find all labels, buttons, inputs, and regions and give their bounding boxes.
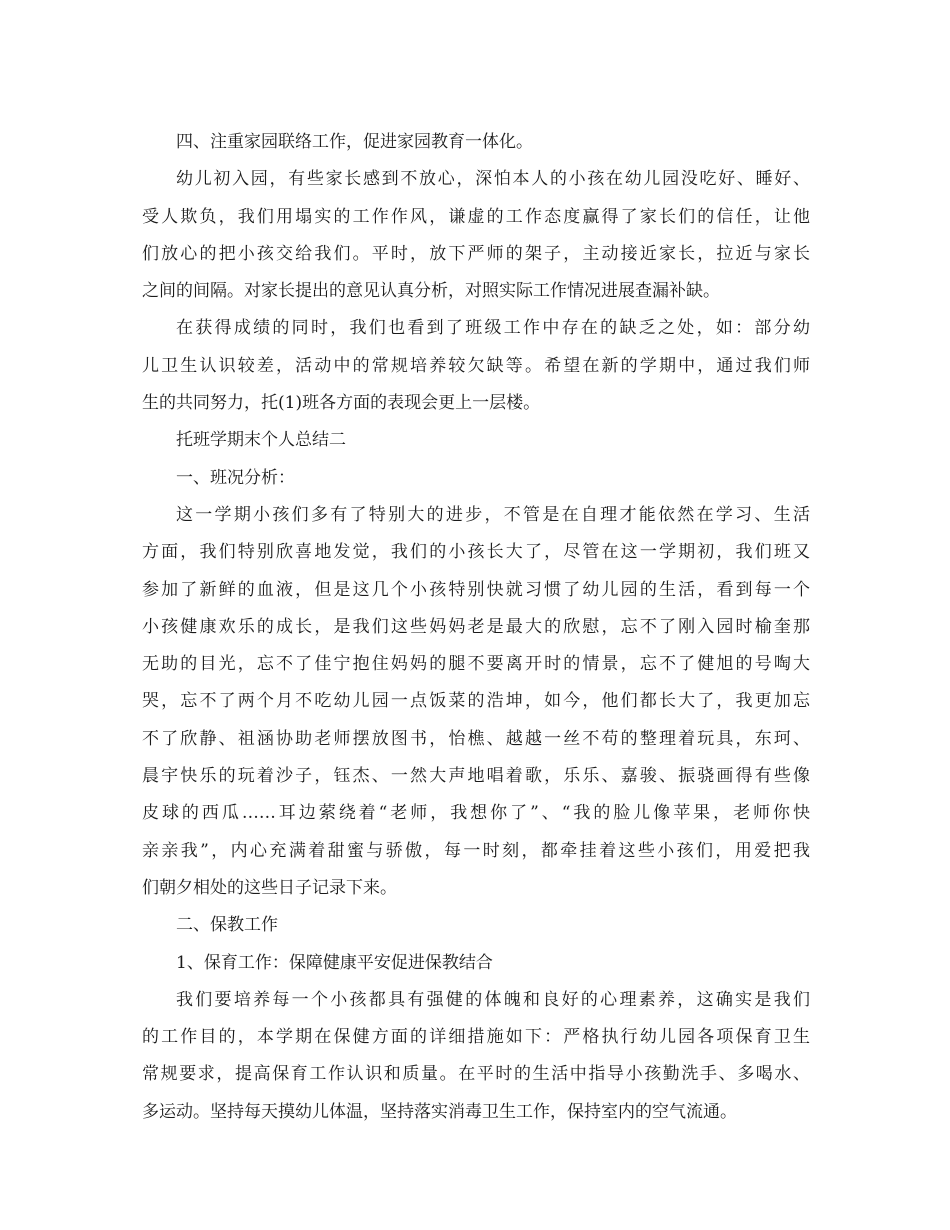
section-heading-summary-two: 托班学期末个人总结二 [176, 430, 346, 451]
line-16: 哭，忘不了两个月不吃幼儿园一点饭菜的浩坤，如今，他们都长大了，我更加忘 [142, 691, 810, 712]
line-3: 受人欺负，我们用塌实的工作作风，谦虚的工作态度赢得了家长们的信任，让他 [142, 206, 810, 227]
line-25: 的工作目的，本学期在保健方面的详细措施如下：严格执行幼儿园各项保育卫生 [142, 1027, 810, 1048]
line-15: 无助的目光，忘不了佳宁抱住妈妈的腿不要离开时的情景，忘不了健旭的号啕大 [142, 654, 810, 675]
line-12: 方面，我们特别欣喜地发觉，我们的小孩长大了，尽管在这一学期初，我们班又 [142, 542, 810, 563]
line-21: 们朝夕相处的这些日子记录下来。 [142, 877, 397, 898]
line-1: 四、注重家园联络工作，促进家园教育一体化。 [176, 132, 533, 152]
subsection-heading-care-work: 1、保育工作：保障健康平安促进保教结合 [176, 952, 493, 973]
section-heading-care-education: 二、保教工作 [176, 915, 278, 936]
line-13: 参加了新鲜的血液，但是这几个小孩特别快就习惯了幼儿园的生活，看到每一个 [142, 579, 810, 600]
line-20: 亲亲我”，内心充满着甜蜜与骄傲，每一时刻，都牵挂着这些小孩们，用爱把我 [142, 840, 810, 861]
line-11: 这一学期小孩们多有了特别大的进步，不管是在自理才能依然在学习、生活 [176, 504, 810, 525]
line-26: 常规要求，提高保育工作认识和质量。在平时的生活中指导小孩勤洗手、多喝水、 [142, 1064, 810, 1085]
line-6: 在获得成绩的同时，我们也看到了班级工作中存在的缺乏之处，如：部分幼 [176, 318, 810, 339]
document-page [142, 124, 810, 1131]
line-2: 幼儿初入园，有些家长感到不放心，深怕本人的小孩在幼儿园没吃好、睡好、 [176, 169, 810, 190]
line-24: 我们要培养每一个小孩都具有强健的体魄和良好的心理素养，这确实是我们 [176, 989, 810, 1010]
line-17: 不了欣静、祖涵协助老师摆放图书，怡樵、越越一丝不苟的整理着玩具，东珂、 [142, 728, 810, 749]
line-27: 多运动。坚持每天摸幼儿体温，坚持落实消毒卫生工作，保持室内的空气流通。 [142, 1101, 737, 1122]
line-5: 之间的间隔。对家长提出的意见认真分析，对照实际工作情况进展查漏补缺。 [142, 281, 720, 302]
line-14: 小孩健康欢乐的成长，是我们这些妈妈老是最大的欣慰，忘不了刚入园时榆奎那 [142, 616, 810, 637]
line-8: 生的共同努力，托(1)班各方面的表现会更上一层楼。 [142, 393, 541, 414]
line-18: 晨宇快乐的玩着沙子，钰杰、一然大声地唱着歌，乐乐、嘉骏、振骁画得有些像 [142, 766, 810, 787]
line-7: 儿卫生认识较差，活动中的常规培养较欠缺等。希望在新的学期中，通过我们师 [142, 355, 810, 376]
line-4: 们放心的把小孩交给我们。平时，放下严师的架子，主动接近家长，拉近与家长 [142, 243, 810, 264]
line-19: 皮球的西瓜……耳边萦绕着“老师，我想你了”、“我的脸儿像苹果，老师你快 [142, 803, 810, 824]
section-heading-class-analysis: 一、班况分析： [176, 467, 295, 488]
